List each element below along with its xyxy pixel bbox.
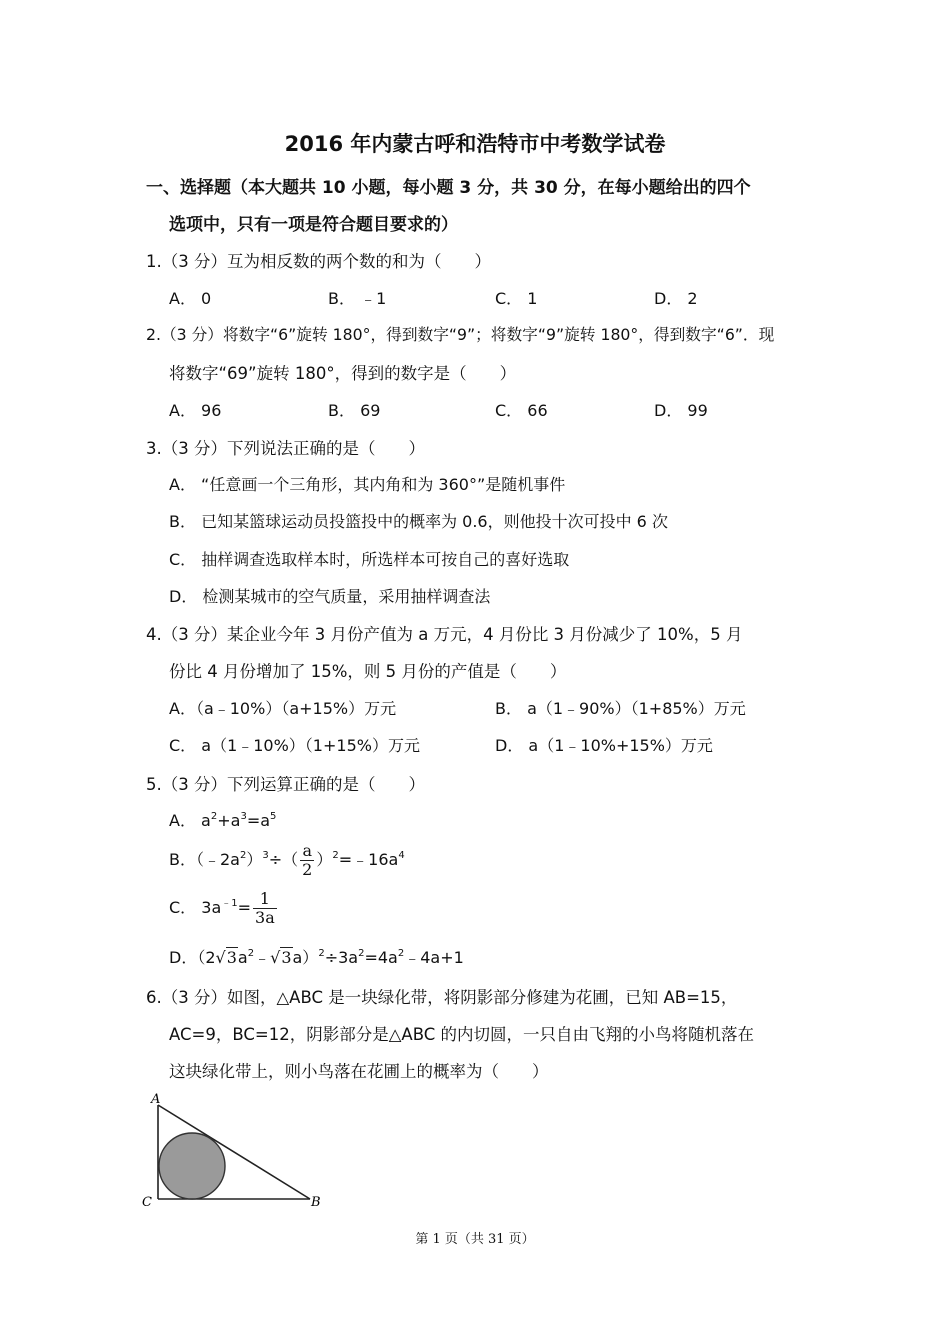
q6-stem-line2: AC=9，BC=12，阴影部分是△ABC 的内切圆，一只自由飞翔的小鸟将随机落在: [169, 1025, 754, 1044]
q4-option-d: D． a（1﹣10%+15%）万元: [495, 736, 713, 755]
q2-stem-line2: 将数字“69”旋转 180°，得到的数字是（ ）: [169, 364, 517, 383]
q2-option-d: D． 99: [654, 401, 708, 420]
q4-option-b: B． a（1﹣90%）（1+85%）万元: [495, 699, 746, 718]
q1-option-d: D． 2: [654, 289, 698, 308]
q2-option-a: A． 96: [169, 401, 222, 420]
q5-option-d: D．$(2√3a^2﹣√3a)^2\div 3a^2=4a^2﹣4a+1$: [169, 948, 464, 967]
incircle-shaded: [159, 1133, 225, 1199]
q6-stem-line3: 这块绿化带上，则小鸟落在花圃上的概率为（ ）: [169, 1062, 549, 1081]
q3-option-a: A． “任意画一个三角形，其内角和为 360°”是随机事件: [169, 475, 566, 494]
q3-stem: 3.（3 分）下列说法正确的是（ ）: [146, 439, 425, 458]
q6-stem-line1: 6.（3 分）如图，△ABC 是一块绿化带，将阴影部分修建为花圃，已知 AB=15，: [146, 988, 738, 1007]
q1-option-c: C． 1: [495, 289, 538, 308]
q5-option-c: C． $3a^{﹣1}=$ $\frac{1}{3a}$: [169, 889, 275, 927]
q2-stem-line1: 2.（3 分）将数字“6”旋转 180°，得到数字“9”；将数字“9”旋转 180°，得到数字“6”．现: [146, 325, 775, 344]
q3-option-b: B． 已知某篮球运动员投篮投中的概率为 0.6，则他投十次可投中 6 次: [169, 512, 668, 531]
sqrt-3-symbol: √3: [215, 948, 237, 967]
q5-stem: 5.（3 分）下列运算正确的是（ ）: [146, 775, 425, 794]
q4-stem-line1: 4.（3 分）某企业今年 3 月份产值为 a 万元，4 月份比 3 月份减少了 10%，5 月: [146, 625, 743, 644]
q1-stem: 1.（3 分）互为相反数的两个数的和为（ ）: [146, 252, 491, 271]
vertex-label-b: B: [311, 1195, 321, 1210]
section-heading-line1: 一、选择题（本大题共 10 小题，每小题 3 分，共 30 分，在每小题给出的四个: [146, 178, 751, 198]
sqrt-3-symbol: √3: [270, 948, 292, 967]
q1-option-b: B． ﹣1: [328, 289, 387, 308]
q2-option-c: C． 66: [495, 401, 548, 420]
page-title: 2016 年内蒙古呼和浩特市中考数学试卷: [284, 132, 666, 156]
fraction-1-over-3a: $\frac{1}{3a}$: [255, 889, 275, 927]
q1-option-a: A． 0: [169, 289, 212, 308]
q3-option-c: C． 抽样调查选取样本时，所选样本可按自己的喜好选取: [169, 550, 570, 569]
section-heading-line2: 选项中，只有一项是符合题目要求的）: [169, 215, 458, 235]
q4-option-a: A．（a﹣10%）（a+15%）万元: [169, 699, 397, 718]
q3-option-d: D． 检测某城市的空气质量，采用抽样调查法: [169, 587, 491, 606]
q5-option-b: B．$(﹣2a^2)^3\div$（ $\frac{a}{2}$ ）$^2=﹣16a^4$: [169, 841, 405, 879]
triangle-incircle-figure: [135, 1085, 335, 1215]
q4-stem-line2: 份比 4 月份增加了 15%，则 5 月份的产值是（ ）: [169, 662, 567, 681]
fraction-a-over-2: $\frac{a}{2}$: [302, 841, 313, 879]
vertex-label-c: C: [142, 1195, 152, 1210]
page-footer: 第 1 页（共 31 页）: [415, 1232, 535, 1247]
q5-option-a: A． $a^2+a^3=a^5$: [169, 811, 277, 830]
q4-option-c: C． a（1﹣10%）（1+15%）万元: [169, 736, 420, 755]
vertex-label-a: A: [151, 1092, 161, 1107]
q2-option-b: B． 69: [328, 401, 381, 420]
